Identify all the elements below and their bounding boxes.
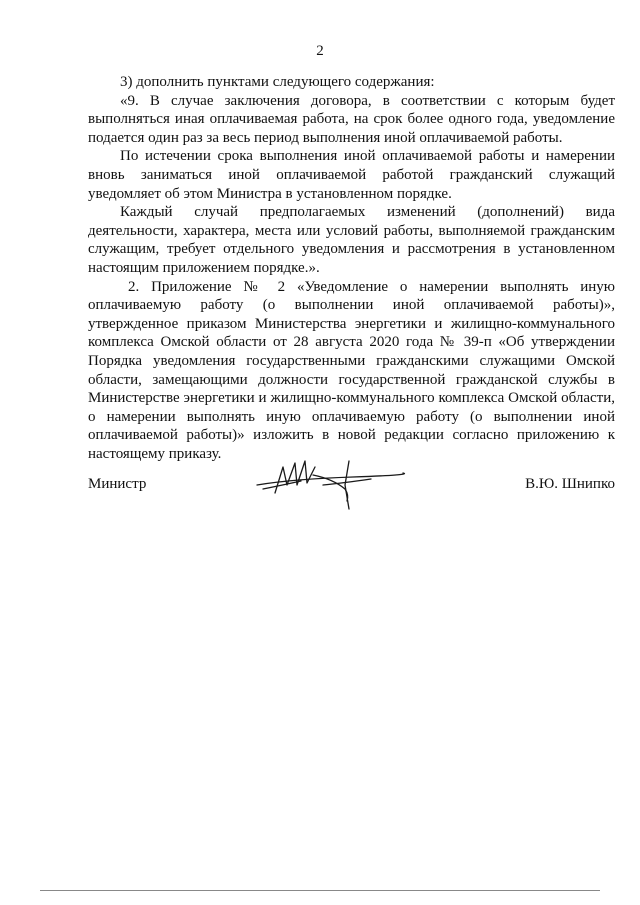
footer-rule — [40, 890, 600, 891]
signature-block — [88, 455, 615, 515]
paragraph-appendix-2: 2. Приложение № 2 «Уведомление о намерении выполнять иную оплачиваемую работу (о выполнении иной оплачиваемой работы)», утвержденное приказом Министерства энергетики и жилищно-коммунального комплекса Омской области от 28 августа 2020 года № 39-п «Об утверждении Порядка уведомления государственными гражданскими служащими Омской области, замещающими должности государственной гражданской службы в Министерстве энергетики и жилищно-коммунального комплекса Омской области, о намерении выполнять иную оплачиваемую работу (о выполнении иной оплачиваемой работы)» изложить в новой редакции согласно приложению к настоящему приказу. — [88, 278, 615, 462]
paragraph-changes: Каждый случай предполагаемых изменений (дополнений) вида деятельности, характера, места или условий работы, выполняемой гражданским служащим, требует отдельного уведомления и рассмотрения в установленном настоящим приложением порядке.». — [88, 204, 615, 276]
paragraph-clause-9: «9. В случае заключения договора, в соответствии с которым будет выполняться иная оплачиваемая работа, на срок более одного года, уведомление подается один раз за весь период выполнения иной оплачиваемой работы. — [88, 92, 615, 146]
document-body — [88, 73, 615, 463]
page-number: 2 — [316, 43, 324, 59]
signatory-name: В.Ю. Шнипко — [525, 476, 615, 492]
paragraph-intro: 3) дополнить пунктами следующего содержания: — [120, 74, 435, 90]
paragraph-expiry: По истечении срока выполнения иной оплачиваемой работы и намерении вновь заниматься иной оплачиваемой работой гражданский служащий уведомляет об этом Министра в установленном порядке. — [88, 148, 615, 202]
signatory-title: Министр — [88, 476, 147, 492]
handwritten-signature-icon — [253, 455, 413, 515]
